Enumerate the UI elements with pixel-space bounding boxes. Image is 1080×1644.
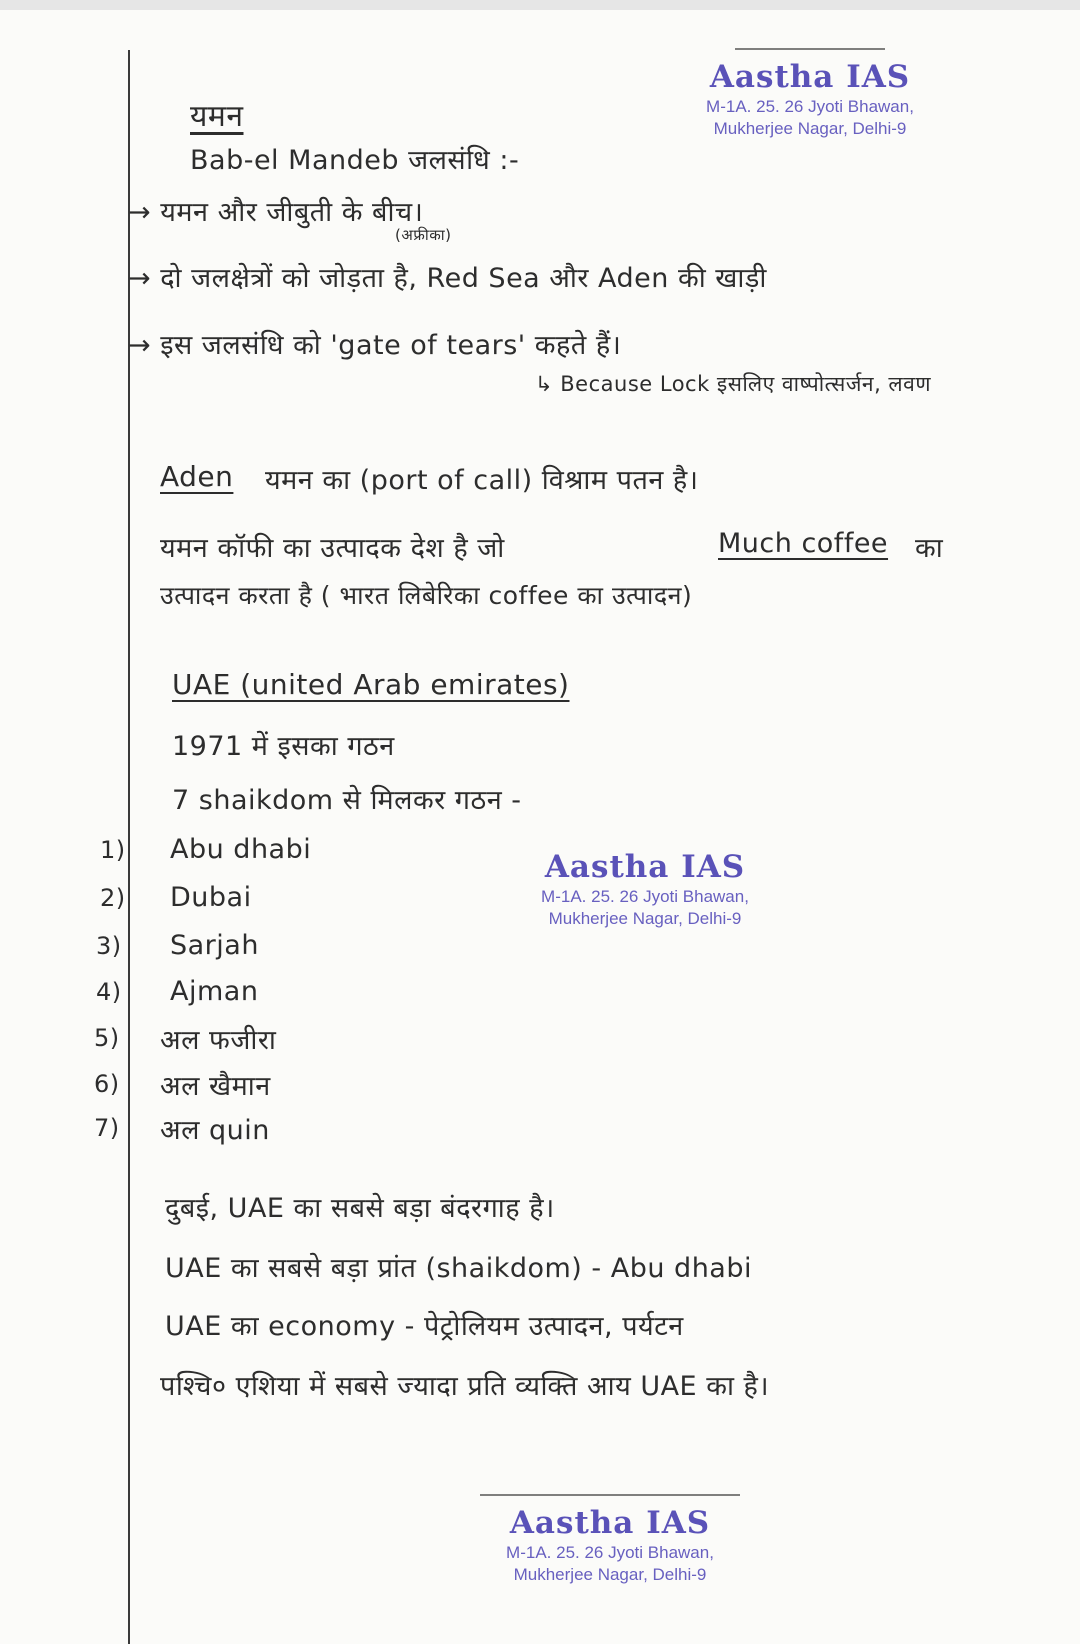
list-item: Sarjah [170, 930, 259, 961]
list-num: 3) [96, 932, 122, 960]
line-coffee-much: Much coffee [718, 528, 889, 559]
stamp-top [660, 48, 960, 140]
list-num: 1) [100, 836, 126, 864]
list-item: अल quin [160, 1115, 270, 1146]
stamp-brand: Aastha IAS [709, 59, 911, 95]
stamp-middle [500, 848, 790, 930]
heading-uae: UAE (united Arab emirates) [172, 668, 570, 701]
line-per-capita: पश्चि० एशिया में सबसे ज्यादा प्रति व्यक्ति आय UAE का है। [160, 1371, 770, 1402]
stamp-rule [735, 48, 885, 50]
list-num: 2) [100, 884, 126, 912]
line-dubai-port: दुबई, UAE का सबसे बड़ा बंदरगाह है। [165, 1193, 555, 1224]
list-num: 7) [94, 1114, 120, 1142]
line-economy: UAE का economy - पेट्रोलियम उत्पादन, पर्यटन [165, 1311, 684, 1342]
stamp-brand: Aastha IAS [509, 1505, 711, 1541]
line-largest-province: UAE का सबसे बड़ा प्रांत (shaikdom) - Abu dhabi [165, 1253, 752, 1284]
heading-yemen: यमन [190, 99, 244, 134]
stamp-bottom [460, 1494, 760, 1586]
line-aden-port: यमन का (port of call) विश्राम पतन है। [265, 465, 699, 496]
stamp-brand: Aastha IAS [544, 849, 746, 885]
scan-top-band [0, 0, 1080, 10]
word-aden: Aden [160, 460, 234, 493]
line-coffee-1c: का [915, 533, 944, 564]
line-strait: Bab-el Mandeb जलसंधि :- [190, 145, 520, 176]
stamp-address-line-2: Mukherjee Nagar, Delhi-9 [513, 1565, 707, 1584]
stamp-address-line-1: M-1A. 25. 26 Jyoti Bhawan, [541, 887, 749, 906]
list-item: अल खैमान [160, 1071, 271, 1102]
list-item: अल फजीरा [160, 1025, 277, 1056]
line-between: → यमन और जीबुती के बीच। [128, 197, 424, 228]
line-seven-shaikdom: 7 shaikdom से मिलकर गठन - [172, 785, 522, 816]
line-because: ↳ Because Lock इसलिए वाष्पोत्सर्जन, लवण [535, 372, 932, 396]
list-num: 5) [94, 1024, 120, 1052]
list-item: Abu dhabi [170, 834, 312, 865]
line-coffee-1a: यमन कॉफी का उत्पादक देश है जो [160, 533, 505, 564]
list-num: 4) [96, 978, 122, 1006]
list-item: Ajman [170, 976, 259, 1007]
line-1971: 1971 में इसका गठन [172, 731, 395, 762]
stamp-address-line-1: M-1A. 25. 26 Jyoti Bhawan, [706, 97, 914, 116]
stamp-address-line-1: M-1A. 25. 26 Jyoti Bhawan, [506, 1543, 714, 1562]
line-coffee-2: उत्पादन करता है ( भारत लिबेरिका coffee का उत्पादन) [160, 581, 693, 610]
stamp-address-line-2: Mukherjee Nagar, Delhi-9 [713, 119, 907, 138]
list-item: Dubai [170, 882, 252, 913]
stamp-rule [480, 1494, 740, 1496]
list-num: 6) [94, 1070, 120, 1098]
line-connects: → दो जलक्षेत्रों को जोड़ता है, Red Sea और Aden की खाड़ी [128, 263, 767, 294]
stamp-address-line-2: Mukherjee Nagar, Delhi-9 [548, 909, 742, 928]
line-gate-of-tears: → इस जलसंधि को 'gate of tears' कहते हैं। [128, 330, 622, 361]
note-africa: (अफ्रीका) [395, 226, 452, 244]
